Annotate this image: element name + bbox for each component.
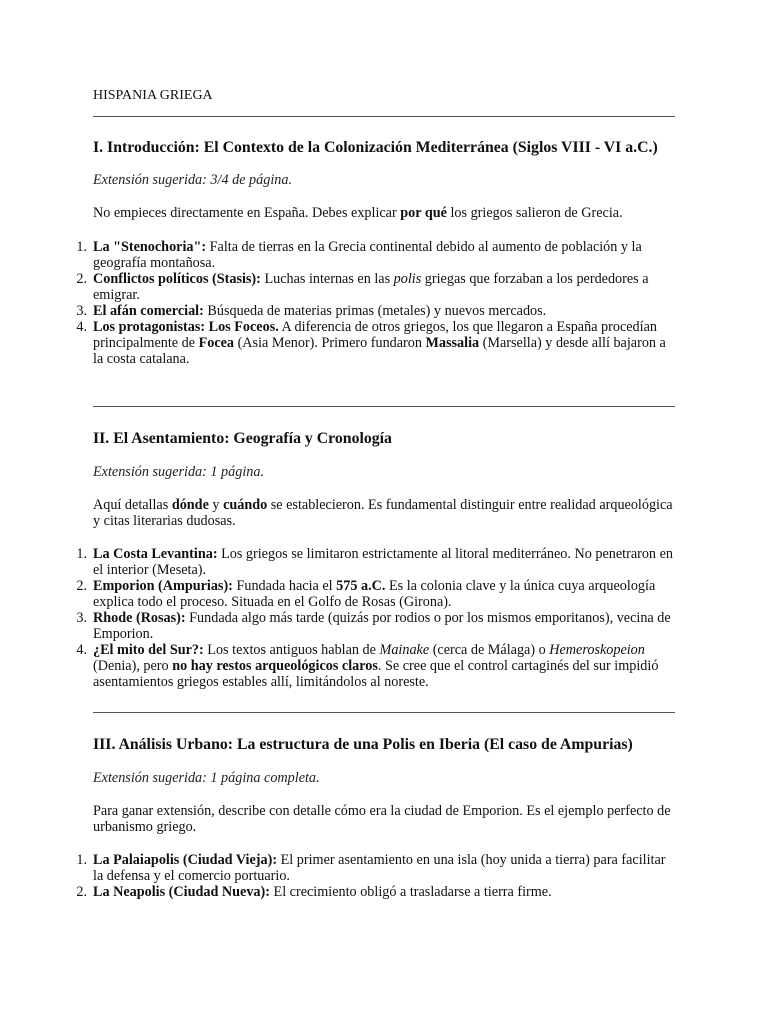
list-item: 4. Los protagonistas: Los Foceos. A diferencia de otros griegos, los que llegaron a España procedían principalmente de Focea (Asia Menor). Primero fundaron Massalia (Marsella) y desde allí bajaron a la costa catalana.: [76, 319, 666, 367]
section-3: [76, 735, 675, 900]
section-intro: Aquí detallas dónde y cuándo se establecieron. Es fundamental distinguir entre realidad arqueológica y citas literarias dudosas.: [93, 497, 673, 529]
list-item: 2. La Neapolis (Ciudad Nueva): El crecimiento obligó a trasladarse a tierra firme.: [76, 884, 552, 900]
section-1: [76, 138, 675, 367]
section-heading: II. El Asentamiento: Geografía y Cronología: [93, 430, 392, 447]
divider: [93, 406, 675, 407]
list-item: 1. La "Stenochoria": Falta de tierras en la Grecia continental debido al aumento de población y la geografía montañosa.: [76, 239, 642, 271]
extension-note: Extensión sugerida: 3/4 de página.: [93, 172, 292, 188]
numbered-list: [76, 852, 675, 900]
extension-note: Extensión sugerida: 1 página.: [93, 464, 265, 480]
section-intro: Para ganar extensión, describe con detalle cómo era la ciudad de Emporion. Es el ejemplo perfecto de urbanismo griego.: [93, 803, 671, 835]
numbered-list: [76, 239, 675, 367]
list-item: 2. Emporion (Ampurias): Fundada hacia el 575 a.C. Es la colonia clave y la única cuya arqueología explica todo el proceso. Situada en el Golfo de Rosas (Girona).: [76, 578, 656, 610]
document-title: HISPANIA GRIEGA: [93, 88, 213, 103]
list-item: 1. La Costa Levantina: Los griegos se limitaron estrictamente al litoral mediterráneo. No penetraron en el interior (Meseta).: [76, 546, 673, 578]
list-item: 4. ¿El mito del Sur?: Los textos antiguos hablan de Mainake (cerca de Málaga) o Hemeroskopeion (Denia), pero no hay restos arqueológicos claros. Se cree que el control cartaginés del sur impidió asentamientos griegos estables allí, limitándolos al noreste.: [76, 642, 659, 690]
list-item: 3. Rhode (Rosas): Fundada algo más tarde (quizás por rodios o por los mismos emporitanos), vecina de Emporion.: [76, 610, 671, 642]
list-item: 2. Conflictos políticos (Stasis): Luchas internas en las polis griegas que forzaban a los perdedores a emigrar.: [76, 271, 649, 303]
section-heading: III. Análisis Urbano: La estructura de una Polis en Iberia (El caso de Ampurias): [93, 736, 633, 753]
divider: [93, 712, 675, 713]
divider: [93, 116, 675, 117]
extension-note: Extensión sugerida: 1 página completa.: [93, 770, 320, 786]
list-item: 3. El afán comercial: Búsqueda de materias primas (metales) y nuevos mercados.: [76, 303, 547, 319]
list-item: 1. La Palaiapolis (Ciudad Vieja): El primer asentamiento en una isla (hoy unida a tierra) para facilitar la defensa y el comercio portuario.: [76, 852, 666, 884]
section-2: [76, 429, 675, 690]
section-intro: No empieces directamente en España. Debes explicar por qué los griegos salieron de Grecia.: [93, 205, 623, 221]
section-heading: I. Introducción: El Contexto de la Colonización Mediterránea (Siglos VIII - VI a.C.): [93, 139, 658, 156]
numbered-list: [76, 546, 675, 690]
